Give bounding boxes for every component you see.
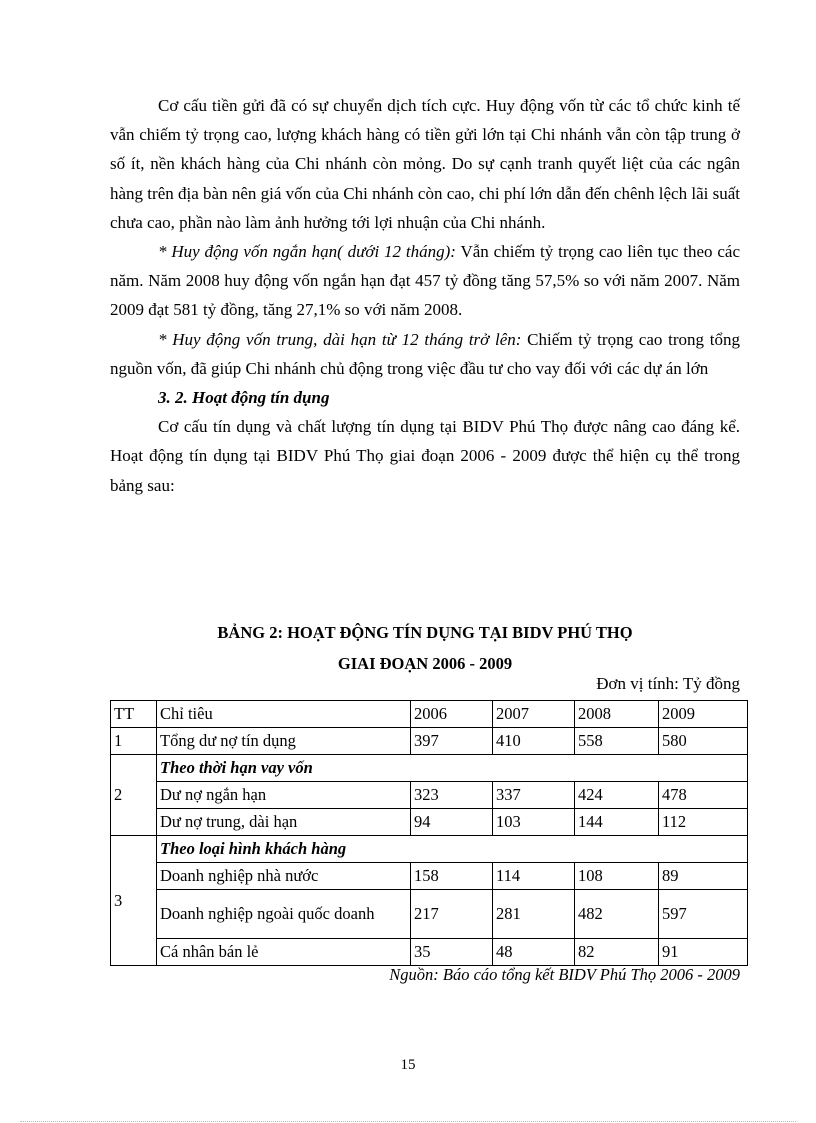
group-heading-row [111,836,748,863]
cell-value: 35 [411,939,493,966]
page-bottom-divider [20,1121,796,1122]
table-row [111,890,748,939]
cell-value: 89 [659,863,748,890]
long-term-text: Chiếm tỷ trọng cao trong tổng nguồn vốn, đã giúp Chi nhánh chủ động trong việc đầu tư cho vay đối với các dự án lớn [110,329,740,378]
cell-value: 597 [659,890,748,939]
cell-value: 482 [575,890,659,939]
row-label: Tổng dư nợ tín dụng [157,728,411,755]
table-row [111,939,748,966]
header-tt: TT [111,701,157,728]
cell-value: 158 [411,863,493,890]
header-2007: 2007 [493,701,575,728]
row-label: Cá nhân bán lẻ [157,939,411,966]
cell-value: 112 [659,809,748,836]
group-heading-row [111,755,748,782]
paragraph-long-term [110,325,740,383]
cell-value: 281 [493,890,575,939]
paragraph-credit-intro: Cơ cấu tín dụng và chất lượng tín dụng tại BIDV Phú Thọ được nâng cao đáng kể. Hoạt động tín dụng tại BIDV Phú Thọ giai đoạn 2006 - 2009 được thể hiện cụ thể trong bảng sau: [110,417,740,495]
row-label: Doanh nghiệp ngoài quốc doanh [157,890,411,939]
table-source: Nguồn: Báo cáo tổng kết BIDV Phú Thọ 2006 - 2009 [389,965,740,984]
paragraph-deposit-structure: Cơ cấu tiền gửi đã có sự chuyển dịch tích cực. Huy động vốn từ các tổ chức kinh tế vẫn chiếm tỷ trọng cao, lượng khách hàng có tiền gửi lớn tại Chi nhánh vẫn còn tập trung ở số ít, nền khách hàng của Chi nhánh còn mỏng. Do sự cạnh tranh quyết liệt của các ngân hàng trên địa bàn nên giá vốn của Chi nhánh còn cao, chi phí lớn dẫn đến chênh lệch lãi suất chưa cao, phần nào làm ảnh hưởng tới lợi nhuận của Chi nhánh. [110,96,740,232]
cell-value: 91 [659,939,748,966]
long-term-lead: * Huy động vốn trung, dài hạn từ 12 tháng trở lên: [158,329,522,349]
table-title-line1: BẢNG 2: HOẠT ĐỘNG TÍN DỤNG TẠI BIDV PHÚ THỌ [217,623,633,642]
paragraph-short-term [110,237,740,325]
group-heading: Theo thời hạn vay vốn [157,755,748,782]
header-2006: 2006 [411,701,493,728]
header-2009: 2009 [659,701,748,728]
short-term-text: Vẫn chiếm tỷ trọng cao liên tục theo các năm. Năm 2008 huy động vốn ngắn hạn đạt 457 tỷ đồng tăng 57,5% so với năm 2007. Năm 2009 đạt 581 tỷ đồng, tăng 27,1% so với năm 2008. [110,242,740,320]
cell-value: 337 [493,782,575,809]
cell-value: 114 [493,863,575,890]
table-row [111,809,748,836]
cell-value: 580 [659,728,748,755]
group-heading: Theo loại hình khách hàng [157,836,748,863]
row-tt: 2 [111,755,157,836]
row-label: Dư nợ trung, dài hạn [157,809,411,836]
section-heading: 3. 2. Hoạt động tín dụng [158,388,330,408]
table-row [111,728,748,755]
header-2008: 2008 [575,701,659,728]
cell-value: 94 [411,809,493,836]
body-text [110,91,740,500]
row-label: Doanh nghiệp nhà nước [157,863,411,890]
cell-value: 103 [493,809,575,836]
row-label: Dư nợ ngắn hạn [157,782,411,809]
table-title-line2: GIAI ĐOẠN 2006 - 2009 [337,654,513,673]
unit-label: Đơn vị tính: Tỷ đồng [596,674,740,693]
cell-value: 144 [575,809,659,836]
row-tt: 1 [111,728,157,755]
cell-value: 424 [575,782,659,809]
cell-value: 558 [575,728,659,755]
row-tt: 3 [111,836,157,966]
credit-table [110,700,748,966]
table-row [111,863,748,890]
page-number: 15 [400,1057,416,1073]
cell-value: 217 [411,890,493,939]
header-label: Chỉ tiêu [157,701,411,728]
cell-value: 478 [659,782,748,809]
cell-value: 48 [493,939,575,966]
cell-value: 108 [575,863,659,890]
cell-value: 397 [411,728,493,755]
cell-value: 410 [493,728,575,755]
cell-value: 82 [575,939,659,966]
table-row [111,782,748,809]
table-header-row [111,701,748,728]
table-title [110,617,740,679]
cell-value: 323 [411,782,493,809]
short-term-lead: * Huy động vốn ngắn hạn( dưới 12 tháng): [158,242,456,262]
